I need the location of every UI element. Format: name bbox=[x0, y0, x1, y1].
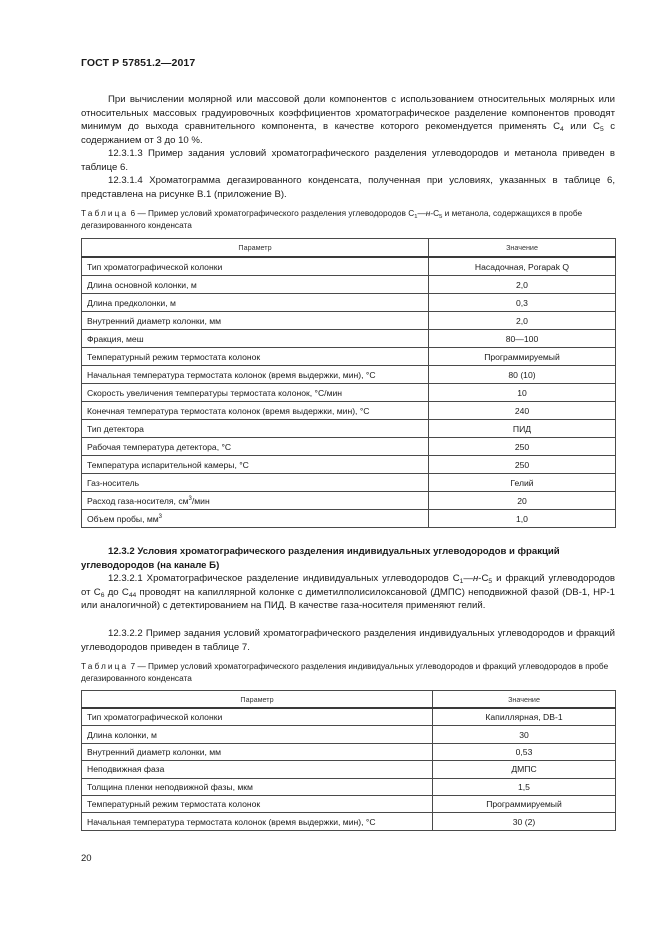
table-row bbox=[82, 257, 616, 276]
table-row bbox=[82, 761, 616, 778]
table-row bbox=[82, 420, 616, 438]
table-7 bbox=[81, 690, 616, 831]
table-cell-param: Скорость увеличения температуры термостата колонок, °С/мин bbox=[82, 384, 429, 402]
table-6-caption: Таблица 6 — Пример условий хроматографического разделения углеводородов $С_1—н-С_5$ и метанола, содержащихся в пробе дегазированного конденсата bbox=[81, 208, 583, 230]
table-cell-param: Тип хроматографической колонки bbox=[82, 708, 433, 726]
table-cell-value: 20 bbox=[429, 492, 616, 510]
table-cell-value: 0,53 bbox=[433, 743, 616, 760]
table-6-body bbox=[82, 257, 616, 528]
table-cell-param: Внутренний диаметр колонки, мм bbox=[82, 312, 429, 330]
table-row bbox=[82, 312, 616, 330]
table-cell-param: Длина колонки, м bbox=[82, 726, 433, 743]
table-cell-param: Начальная температура термостата колонок (время выдержки, мин), °С bbox=[82, 813, 433, 830]
table-row bbox=[82, 474, 616, 492]
table-cell-value: Программируемый bbox=[433, 795, 616, 812]
table-6-header-param: Параметр bbox=[82, 239, 429, 258]
table-cell-param: Тип детектора bbox=[82, 420, 429, 438]
table-cell-param: Длина основной колонки, м bbox=[82, 276, 429, 294]
table-cell-value: 30 (2) bbox=[433, 813, 616, 830]
table-row bbox=[82, 294, 616, 312]
table-cell-value: 30 bbox=[433, 726, 616, 743]
table-cell-value: 250 bbox=[429, 456, 616, 474]
table-cell-param: Начальная температура термостата колонок (время выдержки, мин), °С bbox=[82, 366, 429, 384]
table-cell-param: Температурный режим термостата колонок bbox=[82, 348, 429, 366]
table-cell-value: 2,0 bbox=[429, 312, 616, 330]
table-cell-value: Насадочная, Porapak Q bbox=[429, 257, 616, 276]
paragraph-relative-coefficients: При вычислении молярной или массовой доли компонентов с использованием относительных молярных или относительных массовых градуировочных коэффициентов хроматографическое разделение компонентов проводят минимум до выхода сравнительного компонента, в качестве которого рекомендуется применять $С_4$ или $С_5$ с содержанием от 3 до 10 %. bbox=[81, 94, 615, 146]
table-row bbox=[82, 384, 616, 402]
paragraph-12-3-2-2: 12.3.2.2 Пример задания условий хроматографического разделения индивидуальных углеводородов и фракций углеводородов приведен в таблице 7. bbox=[81, 628, 615, 653]
table-cell-value: 240 bbox=[429, 402, 616, 420]
table-cell-param: Расход газа-носителя, $см^3$/мин bbox=[82, 492, 429, 510]
table-cell-value: 10 bbox=[429, 384, 616, 402]
table-row bbox=[82, 438, 616, 456]
table-7-caption: Таблица 7 — Пример условий хроматографического разделения индивидуальных углеводородов и фракций углеводородов в пробе дегазированного конденсата bbox=[81, 661, 609, 683]
table-cell-value: 2,0 bbox=[429, 276, 616, 294]
table-cell-value: 1,0 bbox=[429, 510, 616, 528]
table-cell-value: 1,5 bbox=[433, 778, 616, 795]
table-cell-value: Гелий bbox=[429, 474, 616, 492]
table-cell-value: 80 (10) bbox=[429, 366, 616, 384]
table-7-header-value: Значение bbox=[433, 691, 616, 709]
table-cell-value: Капиллярная, DB-1 bbox=[433, 708, 616, 726]
table-row bbox=[82, 726, 616, 743]
table-row bbox=[82, 510, 616, 528]
table-cell-param: Внутренний диаметр колонки, мм bbox=[82, 743, 433, 760]
table-cell-value: Программируемый bbox=[429, 348, 616, 366]
table-row bbox=[82, 778, 616, 795]
table-cell-param: Длина предколонки, м bbox=[82, 294, 429, 312]
table-cell-param: Неподвижная фаза bbox=[82, 761, 433, 778]
table-6 bbox=[81, 238, 616, 528]
table-cell-value: 0,3 bbox=[429, 294, 616, 312]
table-row bbox=[82, 402, 616, 420]
paragraph-12-3-1-3: 12.3.1.3 Пример задания условий хроматографического разделения углеводородов и метанола приведен в таблице 6. bbox=[81, 148, 615, 173]
table-cell-value: ПИД bbox=[429, 420, 616, 438]
document-header: ГОСТ Р 57851.2—2017 bbox=[81, 57, 196, 69]
section-12-3-2-title: 12.3.2 Условия хроматографического разделения индивидуальных углеводородов и фракций углеводородов (на канале Б) bbox=[81, 546, 560, 571]
paragraph-12-3-1-4: 12.3.1.4 Хроматограмма дегазированного конденсата, полученная при условиях, указанных в таблице 6, представлена на рисунке В.1 (приложение В). bbox=[81, 175, 615, 200]
table-cell-param: Температурный режим термостата колонок bbox=[82, 795, 433, 812]
table-row bbox=[82, 708, 616, 726]
table-row bbox=[82, 456, 616, 474]
table-7-body bbox=[82, 708, 616, 830]
table-cell-param: Тип хроматографической колонки bbox=[82, 257, 429, 276]
table-row bbox=[82, 813, 616, 830]
table-cell-param: Объем пробы, $мм^3$ bbox=[82, 510, 429, 528]
table-row bbox=[82, 492, 616, 510]
table-7-header-param: Параметр bbox=[82, 691, 433, 709]
table-cell-value: ДМПС bbox=[433, 761, 616, 778]
table-cell-value: 250 bbox=[429, 438, 616, 456]
table-cell-value: 80—100 bbox=[429, 330, 616, 348]
paragraph-12-3-2-1: 12.3.2.1 Хроматографическое разделение индивидуальных углеводородов $С_1—н-С_5$ и фракций углеводородов от $С_6$ до $С_{44}$ проводят на капиллярной колонке с диметилполисилоксановой (ДМПС) неподвижной фазой (DB-1, HP-1 или аналогичной) с детектированием на ПИД. В качестве газа-носителя применяют гелий. bbox=[81, 573, 616, 612]
table-cell-param: Рабочая температура детектора, °С bbox=[82, 438, 429, 456]
table-row bbox=[82, 795, 616, 812]
table-cell-param: Толщина пленки неподвижной фазы, мкм bbox=[82, 778, 433, 795]
table-cell-param: Температура испарительной камеры, °С bbox=[82, 456, 429, 474]
table-row bbox=[82, 276, 616, 294]
table-cell-param: Конечная температура термостата колонок (время выдержки, мин), °С bbox=[82, 402, 429, 420]
table-cell-param: Газ-носитель bbox=[82, 474, 429, 492]
table-6-header-value: Значение bbox=[429, 239, 616, 258]
table-row bbox=[82, 743, 616, 760]
table-row bbox=[82, 330, 616, 348]
page-number: 20 bbox=[81, 853, 92, 864]
table-row bbox=[82, 348, 616, 366]
table-row bbox=[82, 366, 616, 384]
table-cell-param: Фракция, меш bbox=[82, 330, 429, 348]
